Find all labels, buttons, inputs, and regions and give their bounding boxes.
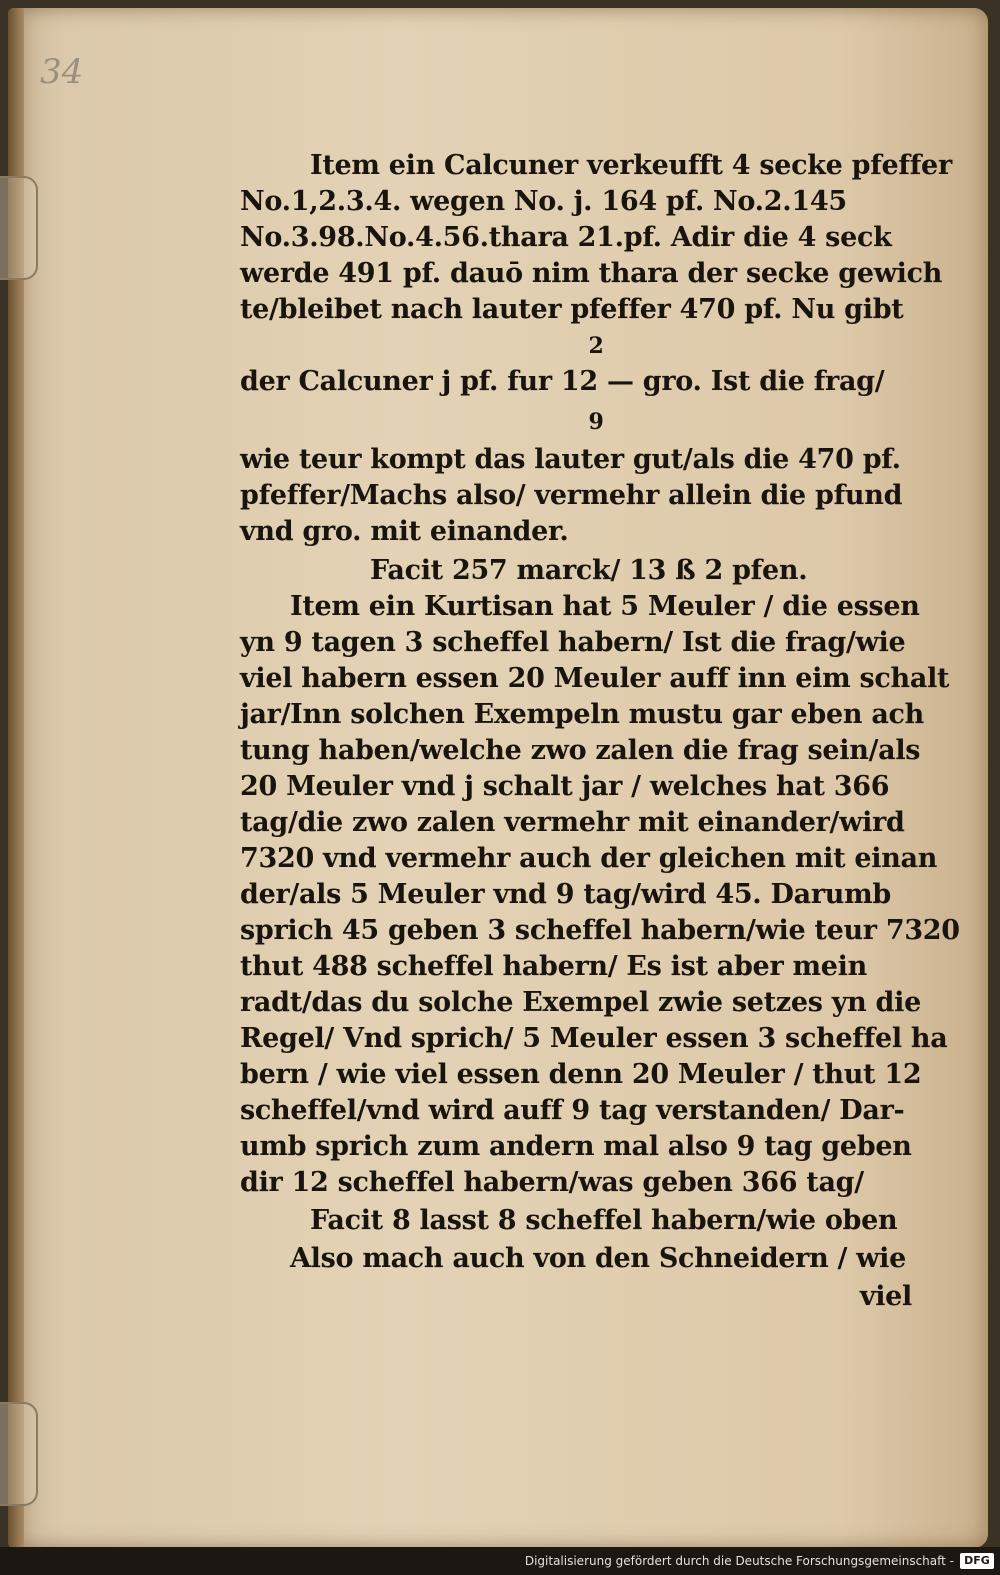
- text-line: yn 9 tagen 3 scheffel habern/ Ist die frag/wie: [240, 627, 906, 658]
- denominator-9: 9: [588, 409, 604, 435]
- facit-line: Facit 257 marck/ 13 ß 2 pfen.: [370, 555, 808, 586]
- page-number: 34: [40, 52, 84, 92]
- text-line: wie teur kompt das lauter gut/als die 470 pf.: [240, 444, 901, 475]
- text-line: scheffel/vnd wird auff 9 tag verstanden/ Dar-: [240, 1095, 905, 1126]
- text-line: tag/die zwo zalen vermehr mit einander/wird: [240, 807, 905, 838]
- facit-line: Facit 8 lasst 8 scheffel habern/wie oben: [310, 1205, 898, 1236]
- text-line: tung haben/welche zwo zalen die frag sein/als: [240, 735, 921, 766]
- catchword: viel: [859, 1281, 912, 1312]
- text-line: jar/Inn solchen Exempeln mustu gar eben ach: [240, 699, 924, 730]
- page-clip-bottom: [0, 1402, 38, 1506]
- text-line: No.3.98.No.4.56.thara 21.pf. Adir die 4 seck: [240, 222, 892, 253]
- dfg-logo: DFG: [960, 1553, 994, 1569]
- text-line: Item ein Kurtisan hat 5 Meuler / die essen: [290, 591, 920, 622]
- text-line: dir 12 scheffel habern/was geben 366 tag/: [240, 1167, 864, 1198]
- text-line: radt/das du solche Exempel zwie setzes yn die: [240, 987, 921, 1018]
- text-line: vnd gro. mit einander.: [240, 516, 569, 547]
- text-line: Item ein Calcuner verkeufft 4 secke pfeffer: [310, 150, 952, 181]
- text-line: Also mach auch von den Schneidern / wie: [290, 1243, 906, 1274]
- text-line: pfeffer/Machs also/ vermehr allein die pfund: [240, 480, 903, 511]
- text-line: No.1,2.3.4. wegen No. j. 164 pf. No.2.145: [240, 186, 847, 217]
- text-line: umb sprich zum andern mal also 9 tag geben: [240, 1131, 912, 1162]
- text-line: viel habern essen 20 Meuler auff inn eim schalt: [240, 663, 950, 694]
- text-line: te/bleibet nach lauter pfeffer 470 pf. Nu gibt: [240, 294, 904, 325]
- text-line: 20 Meuler vnd j schalt jar / welches hat 366: [240, 771, 890, 802]
- text-line: bern / wie viel essen denn 20 Meuler / thut 12: [240, 1059, 922, 1090]
- digitization-footer: Digitalisierung gefördert durch die Deutsche Forschungsgemeinschaft -: [0, 1547, 1000, 1575]
- page-clip-top: [0, 176, 38, 280]
- text-line: Regel/ Vnd sprich/ 5 Meuler essen 3 scheffel ha: [240, 1023, 948, 1054]
- text-line: der Calcuner j pf. fur 12 — gro. Ist die frag/: [240, 366, 885, 397]
- text-line: 7320 vnd vermehr auch der gleichen mit einan: [240, 843, 938, 874]
- text-line: werde 491 pf. dauō nim thara der secke gewich: [240, 258, 943, 289]
- text-line: der/als 5 Meuler vnd 9 tag/wird 45. Darumb: [240, 879, 891, 910]
- text-line: thut 488 scheffel habern/ Es ist aber mein: [240, 951, 867, 982]
- numerator-2: 2: [588, 333, 604, 359]
- text-line: sprich 45 geben 3 scheffel habern/wie teur 7320: [240, 915, 960, 946]
